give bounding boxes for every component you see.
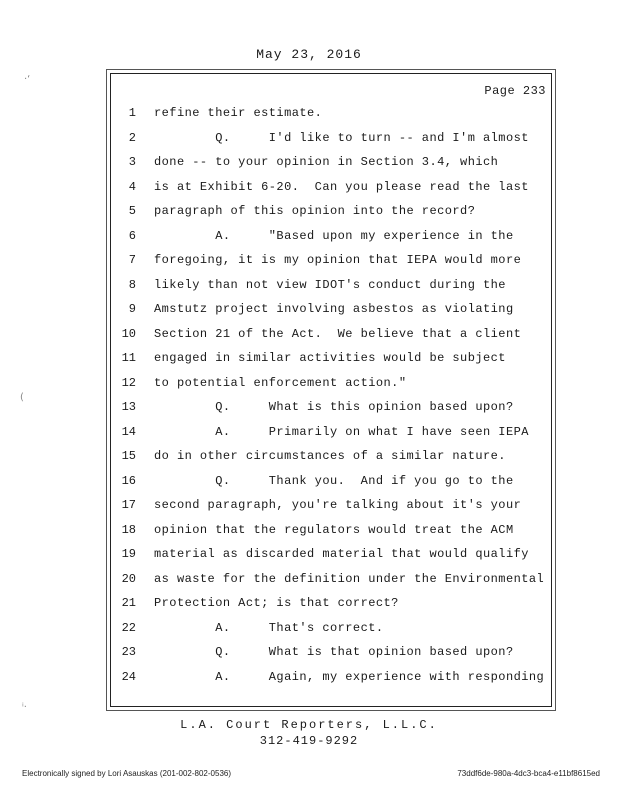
line-text: material as discarded material that would qualify [154, 547, 529, 561]
transcript-line [0, 376, 618, 396]
line-text: paragraph of this opinion into the record? [154, 204, 476, 218]
transcript-line [0, 180, 618, 200]
electronic-signature: Electronically signed by Lori Asauskas (201-002-802-0536) [22, 769, 232, 778]
transcript-line [0, 425, 618, 445]
transcript-line [0, 621, 618, 641]
transcript-line [0, 572, 618, 592]
line-number: 22 [121, 620, 136, 635]
transcript-line [0, 670, 618, 690]
line-text: A. Again, my experience with responding [154, 669, 545, 684]
line-text: Q. What is that opinion based upon? [154, 645, 514, 659]
line-number: 15 [121, 449, 136, 463]
line-text: do in other circumstances of a similar nature. [154, 449, 506, 463]
footer-phone: 312-419-9292 [259, 734, 359, 748]
line-text: done -- to your opinion in Section 3.4, which [154, 155, 499, 169]
line-number: 16 [121, 473, 136, 488]
line-text: Section 21 of the Act. We believe that a client [154, 326, 522, 341]
line-text: Q. What is this opinion based upon? [154, 400, 514, 414]
line-number: 9 [128, 302, 136, 316]
line-number: 7 [128, 253, 136, 267]
line-number: 12 [121, 375, 136, 390]
line-number: 10 [121, 326, 136, 341]
transcript-line [0, 523, 618, 543]
line-number: 8 [128, 277, 136, 292]
scan-mark: ( [20, 392, 24, 403]
transcript-line [0, 278, 618, 298]
line-text: Q. Thank you. And if you go to the [154, 473, 514, 488]
line-text: to potential enforcement action." [154, 375, 407, 390]
line-number: 4 [128, 179, 136, 194]
line-number: 11 [121, 351, 136, 365]
transcript-line [0, 351, 618, 371]
line-number: 24 [121, 669, 136, 684]
transcript-line [0, 449, 618, 469]
line-number: 23 [121, 645, 136, 659]
transcript-line [0, 155, 618, 175]
line-number: 20 [121, 571, 136, 586]
transcript-line [0, 596, 618, 616]
line-text: as waste for the definition under the Environmental [154, 571, 545, 586]
transcript-line [0, 327, 618, 347]
line-text: refine their estimate. [154, 106, 323, 120]
header-date: May 23, 2016 [256, 47, 362, 62]
transcript-line [0, 253, 618, 273]
line-text: A. That's correct. [154, 620, 384, 635]
line-text: foregoing, it is my opinion that IEPA would more [154, 253, 522, 267]
transcript-line [0, 229, 618, 249]
line-text: opinion that the regulators would treat the ACM [154, 522, 514, 537]
transcript-line [0, 131, 618, 151]
line-number: 1 [128, 106, 136, 120]
line-number: 21 [121, 596, 136, 610]
line-number: 19 [121, 547, 136, 561]
line-text: Protection Act; is that correct? [154, 596, 399, 610]
line-number: 6 [128, 228, 136, 243]
transcript-line [0, 302, 618, 322]
line-number: 5 [128, 204, 136, 218]
transcript-line [0, 645, 618, 665]
document-hash: 73ddf6de-980a-4dc3-bca4-e11bf8615ed [457, 769, 600, 778]
line-text: second paragraph, you're talking about it's your [154, 498, 522, 512]
transcript-line [0, 547, 618, 567]
line-number: 17 [121, 498, 136, 512]
line-number: 13 [121, 400, 136, 414]
transcript-line [0, 498, 618, 518]
line-text: Amstutz project involving asbestos as violating [154, 302, 514, 316]
line-number: 3 [128, 155, 136, 169]
line-text: likely than not view IDOT's conduct during the [154, 277, 506, 292]
line-number: 18 [121, 522, 136, 537]
page-number: Page 233 [484, 84, 546, 98]
line-number: 14 [121, 424, 136, 439]
scan-mark: ⁱ· [22, 702, 27, 713]
line-text: A. Primarily on what I have seen IEPA [154, 424, 529, 439]
line-number: 2 [128, 130, 136, 145]
line-text: A. "Based upon my experience in the [154, 228, 514, 243]
scan-mark: ·‘ [24, 74, 31, 85]
transcript-line [0, 474, 618, 494]
line-text: Q. I'd like to turn -- and I'm almost [154, 130, 529, 145]
transcript-line [0, 400, 618, 420]
transcript-line [0, 106, 618, 126]
line-text: engaged in similar activities would be subject [154, 351, 506, 365]
transcript-line [0, 204, 618, 224]
line-text: is at Exhibit 6-20. Can you please read the last [154, 179, 529, 194]
footer-company: L.A. Court Reporters, L.L.C. [180, 718, 438, 732]
